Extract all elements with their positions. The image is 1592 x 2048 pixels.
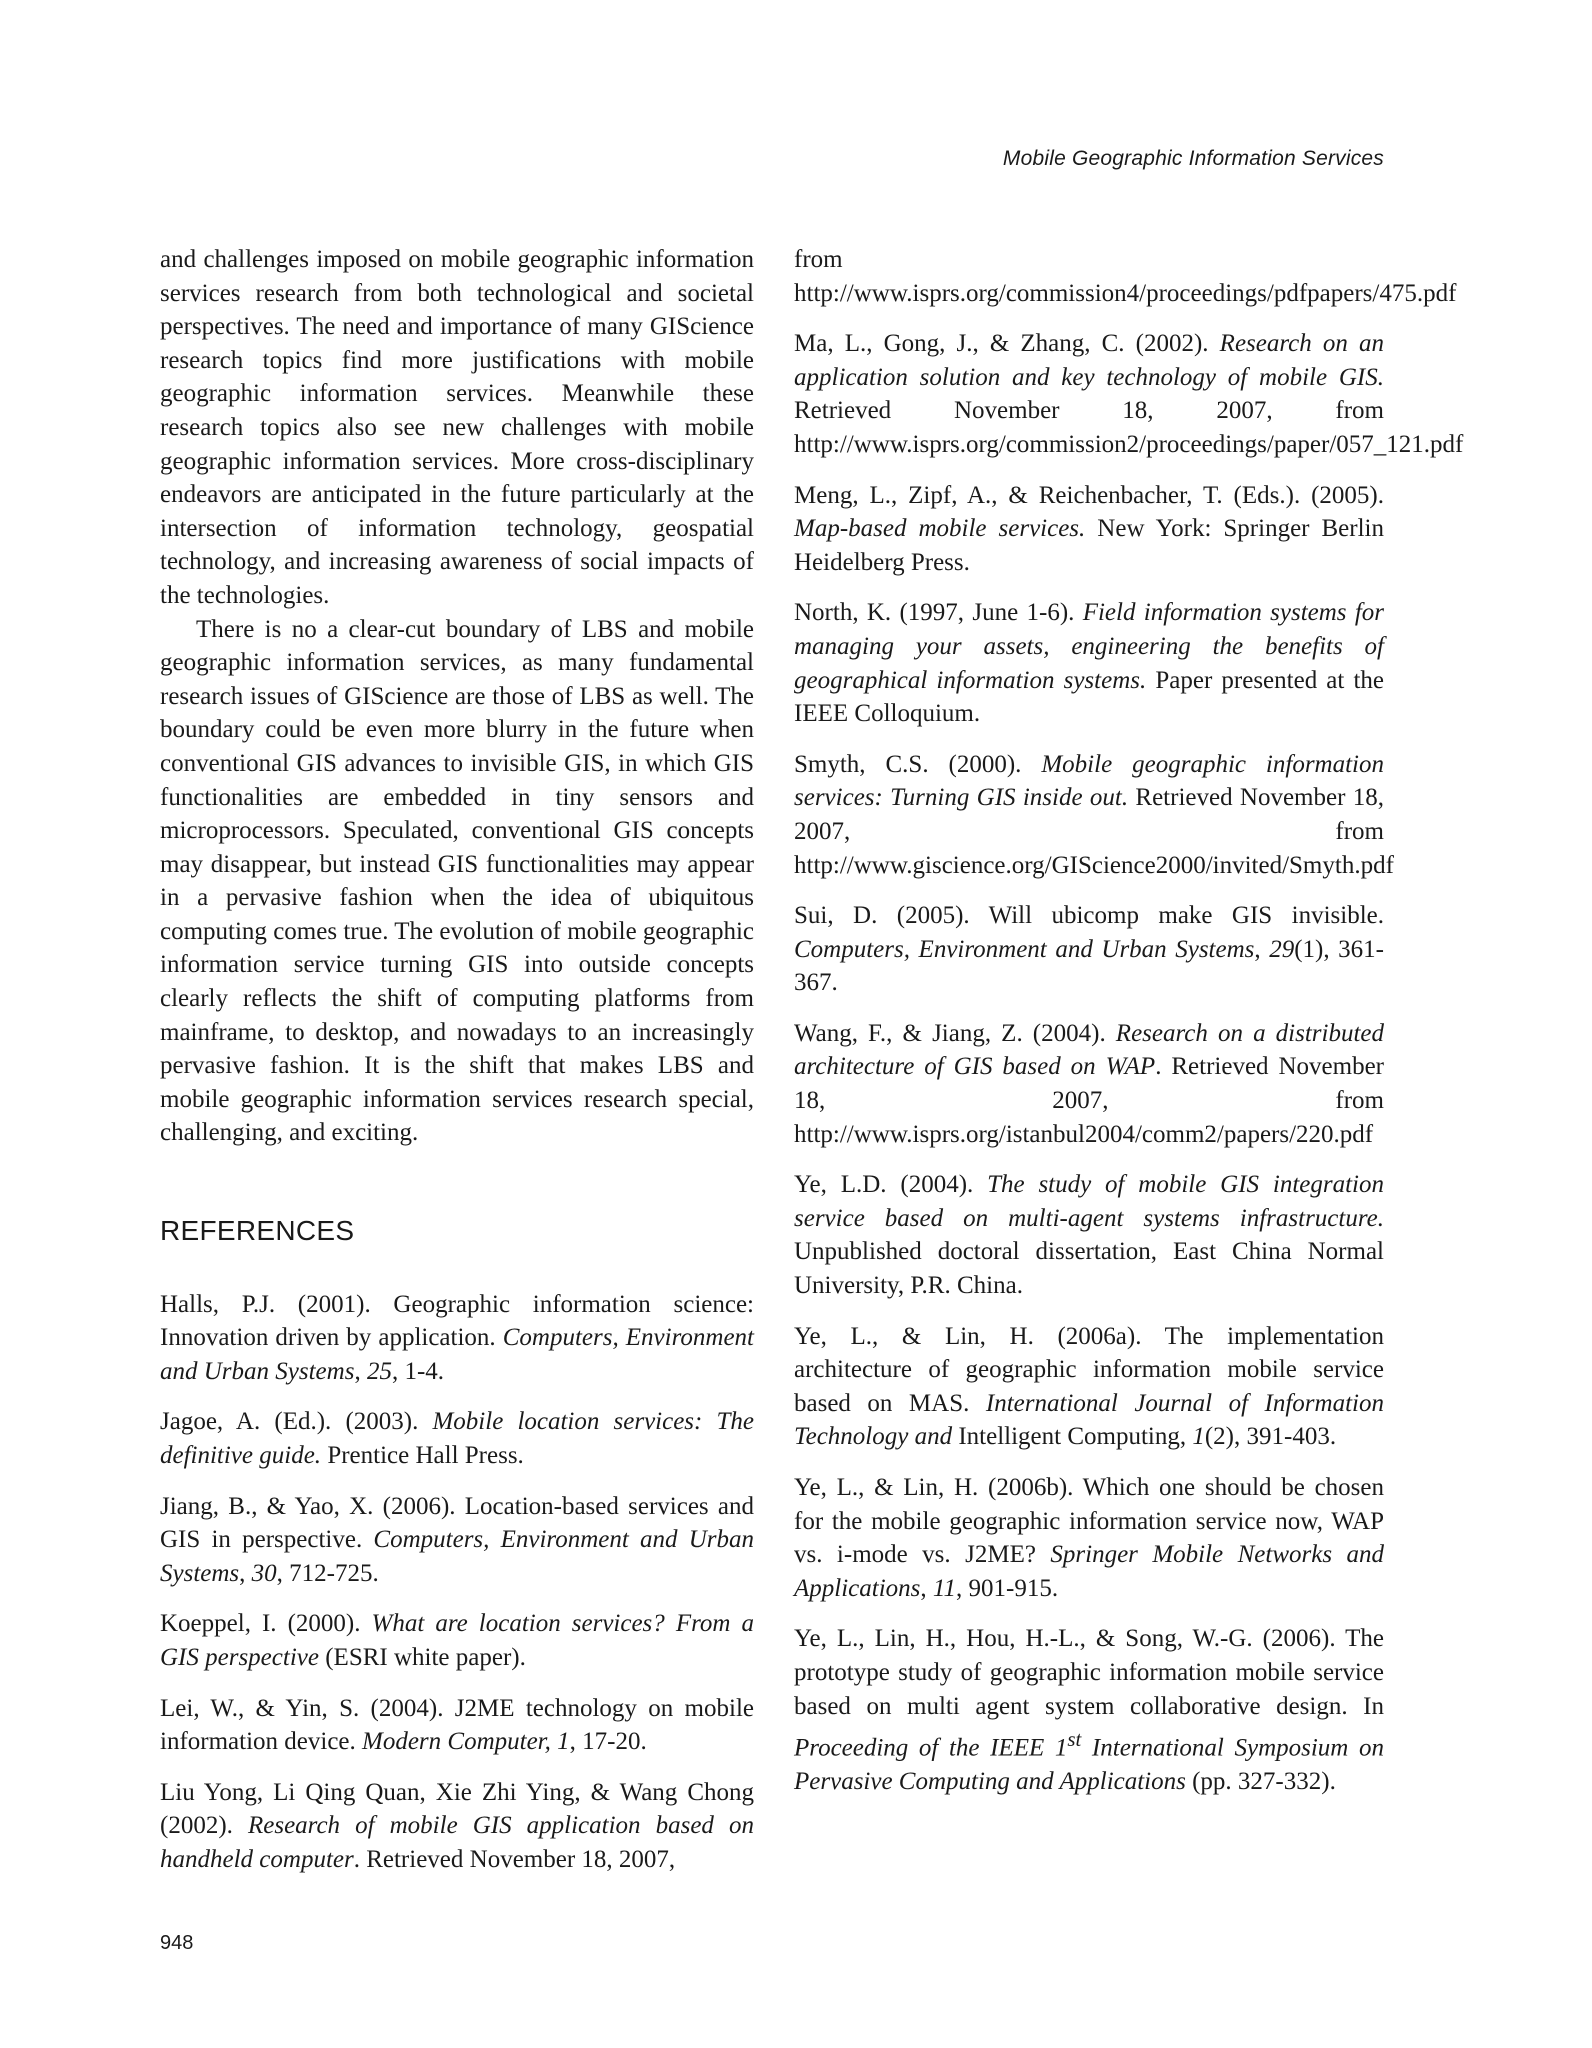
reference-entry: Halls, P.J. (2001). Geographic information science: Innovation driven by application. Computers, Environment and Urban Systems, 25, 1-4. xyxy=(160,1290,754,1385)
reference-entry: Meng, L., Zipf, A., & Reichenbacher, T. (Eds.). (2005). Map-based mobile services. New York: Springer Berlin Heidelberg Press. xyxy=(794,481,1384,576)
reference-entry: Ma, L., Gong, J., & Zhang, C. (2002). Research on an application solution and key technology of mobile GIS. Retrieved November 18, 2007, from http://www.isprs.org/commission2/proceedings/paper/057_121.pdf xyxy=(794,330,1464,458)
reference-entry: Ye, L., & Lin, H. (2006b). Which one should be chosen for the mobile geographic information service now, WAP vs. i-mode vs. J2ME? Springer Mobile Networks and Applications, 11, 901-915. xyxy=(794,1474,1384,1602)
reference-entry: Jagoe, A. (Ed.). (2003). Mobile location services: The definitive guide. Prentice Hall Press. xyxy=(160,1408,754,1469)
reference-entry: Ye, L., Lin, H., Hou, H.-L., & Song, W.-G. (2006). The prototype study of geographic information mobile service based on multi agent system collaborative design. In Proceeding of the IEEE 1st International Symposium on Pervasive Computing and Applications (pp. 327-332). xyxy=(794,1625,1384,1796)
running-header: Mobile Geographic Information Services xyxy=(1002,147,1384,170)
reference-entry: Ye, L.D. (2004). The study of mobile GIS integration service based on multi-agent systems infrastructure. Unpublished doctoral dissertation, East China Normal University, P.R. China. xyxy=(794,1171,1384,1300)
reference-entry: Wang, F., & Jiang, Z. (2004). Research on a distributed architecture of GIS based on WAP. Retrieved November 18, 2007, from http://www.isprs.org/istanbul2004/comm2/papers/220.pdf xyxy=(794,1019,1385,1148)
reference-entry: Lei, W., & Yin, S. (2004). J2ME technology on mobile information device. Modern Computer, 1, 17-20. xyxy=(160,1694,754,1756)
body-paragraph: There is no a clear-cut boundary of LBS and mobile geographic information services, as many fundamental research issues of GIScience are those of LBS as well. The boundary could be even more blurry in the future when conventional GIS advances to invisible GIS, in which GIS functionalities are embedded in tiny sensors and microprocessors. Speculated, conventional GIS concepts may disappear, but instead GIS functionalities may appear in a pervasive fashion when the idea of ubiquitous computing comes true. The evolution of mobile geographic information service turning GIS into outside concepts clearly reflects the shift of computing platforms from mainframe, to desktop, and nowadays to an increasingly pervasive fashion. It is the shift that makes LBS and mobile geographic information services research special, challenging, and exciting. xyxy=(160,615,754,1147)
reference-entry: Ye, L., & Lin, H. (2006a). The implementation architecture of geographic information mobile service based on MAS. International Journal of Information Technology and Intelligent Computing, 1(2), 391-403. xyxy=(794,1322,1384,1451)
right-column xyxy=(794,243,1464,1816)
reference-entry: Koeppel, I. (2000). What are location services? From a GIS perspective (ESRI white paper). xyxy=(160,1610,754,1671)
reference-entry: North, K. (1997, June 1-6). Field information systems for managing your assets, engineering the benefits of geographical information systems. Paper presented at the IEEE Colloquium. xyxy=(794,599,1385,728)
left-column xyxy=(160,243,754,1894)
reference-entry: Liu Yong, Li Qing Quan, Xie Zhi Ying, & Wang Chong (2002). Research of mobile GIS application based on handheld computer. Retrieved November 18, 2007, xyxy=(160,1778,754,1873)
page-number: 948 xyxy=(160,1932,194,1954)
reference-entry: Smyth, C.S. (2000). Mobile geographic information services: Turning GIS inside out. Retrieved November 18, 2007, from http://www.giscience.org/GIScience2000/invited/Smyth.pdf xyxy=(794,750,1394,879)
body-paragraph: and challenges imposed on mobile geographic information services research from both technological and societal perspectives. The need and importance of many GIScience research topics find more justifications with mobile geographic information services. Meanwhile these research topics also see new challenges with mobile geographic information services. More cross-disciplinary endeavors are anticipated in the future particularly at the intersection of information technology, geospatial technology, and increasing awareness of social impacts of the technologies. xyxy=(160,246,754,609)
references-heading: REFERENCES xyxy=(160,1215,355,1247)
reference-entry: Jiang, B., & Yao, X. (2006). Location-based services and GIS in perspective. Computers, Environment and Urban Systems, 30, 712-725. xyxy=(160,1492,754,1587)
reference-continuation: from http://www.isprs.org/commission4/proceedings/pdfpapers/475.pdf xyxy=(794,246,1457,307)
reference-entry: Sui, D. (2005). Will ubicomp make GIS invisible. Computers, Environment and Urban Systems, 29(1), 361-367. xyxy=(794,902,1385,997)
